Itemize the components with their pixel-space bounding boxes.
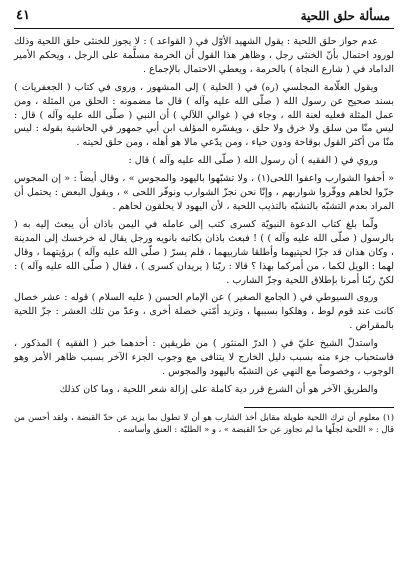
footnote-text: (١) معلوم أن ترك اللحية طويلة مقابل أخذ الشارب هو أن لا تطول بما يزيد عن حدّ القبضة ، ولقد أحسن من قال : « اللحية لجلّها ما لم تجاوز عن حدّ القبضة » ، و « الطليّة : العنق وأساسه . (14, 411, 394, 434)
page-header (14, 6, 394, 29)
footnote-divider (244, 407, 394, 408)
paragraph: « أحفوا الشوارب واعفوا اللحى(١) ، ولا تشبّهوا باليهود والمجوس » ، وقال أيضاً : « إن المجوس جزّوا لحاهم ووفّروا شواربهم ، وإنّا نحن نجزّ الشوارب ونوفّر اللحى » ، ويقول البعض : يحتمل أن المراد بعدم التشبّه بالتشبّه بالتذيب اللحية ، لأن اليهود لا يحلقون لحاهم . (14, 173, 394, 212)
paragraph: وروي في ( الفقيه ) أن رسول الله ( صلّى الله عليه وآله ) قال : (128, 155, 378, 167)
paragraph: واستدلّ الشيخ عليّ في ( الدرّ المنثور ) من طريقين : أحدهما خبر ( الفقيه ) المذكور ، فاستحباب جزء منه بسبب دليل الخارج لا يتنافى مع وجوب الجزء الآخر بسبب ظاهر الأمر وهو الوجوب ، وخصوصاً مع النهي عن التشبّه باليهود والمجوس . (14, 338, 394, 377)
paragraph: ويقول العلّامة المجلسي (ره) في ( الحلية ) إلى المشهور ، وروى في كتاب ( الجعفريات ) بسند صحيح عن رسول الله ( صلّى الله عليه وآله ) قال ما مضمونه : الحلق من المثلة ، ومن عمل المثلة فعليه لعنة الله ، وجاء في ( غوالي اللآلي ) أن النبي ( صلّى الله عليه وآله ) قال : ليس منّا من سلق ولا خرق ولا حلق ، ويفسّره المؤلف ابن أبي جمهور في الحاشية بقوله : ليس منّا من أكثر القول بوقاحة ودون حياء ، ومن يدّعي مالا هو أهله ، ومن حلق لحيته . (14, 81, 394, 149)
paragraph: وروى السيوطي في ( الجامع الصغير ) عن الإمام الحسن ( عليه السلام ) قوله : عشر خصال كانت عند قوم لوط ، وهلكوا بسببها ، وتزيد أمّتي خصلة أخرى ، وعدّ من تلك العشر : جزّ اللحية بالمقراض . (14, 292, 394, 332)
paragraph: عدم جواز حلق اللحية : يقول الشهيد الأوّل في ( القواعد ) : لا يجوز للخنثى حلق اللحية وذلك لورود احتمال بأنّ الخنثى رجل ، وظاهر هذا القول أن الحرمة مسلَّمة على الرجل ، ويحكم الأمير الداماد في ( شارع النجاة ) بالحرمة ، ويعطي الاحتمال بالإجماع . (14, 36, 394, 75)
paragraph: والطريق الآخر هو أن الشرع قرر دية كاملة على إزالة شعر اللحية ، وما كان كذلك (59, 383, 378, 395)
paragraph: ولّما بلغ كتاب الدعوة النبويّة كسرى كتب إلى عامله في اليمن باذان أن يبعث إليه به ( بالرسول ( صلّى الله عليه وآله ) ) ! فبعث باذان بكاتبه بانويه ورجل يقال له خرخسك إلى المدينة ، وكان هذان قد جزّا لحيتيهما وأطلقا شاربيهما ، فلم يسرّ ( صلّى الله عليه وآله ) برؤيتهما ، وقال لهما : الويل لكما ، من أمركما بهذا ؟ قالا : ربّنا ( يريدان كسرى ) ، فقال ( صلّى الله عليه وآله ) : لكنّ ربّنا أمرنا بإطلاق اللحية وجزّ الشارب . (14, 218, 394, 286)
running-title: مسألة حلق اللحية (300, 9, 390, 23)
footnote (14, 411, 394, 435)
page-number: ٤١ (16, 8, 30, 23)
main-text (14, 35, 394, 397)
